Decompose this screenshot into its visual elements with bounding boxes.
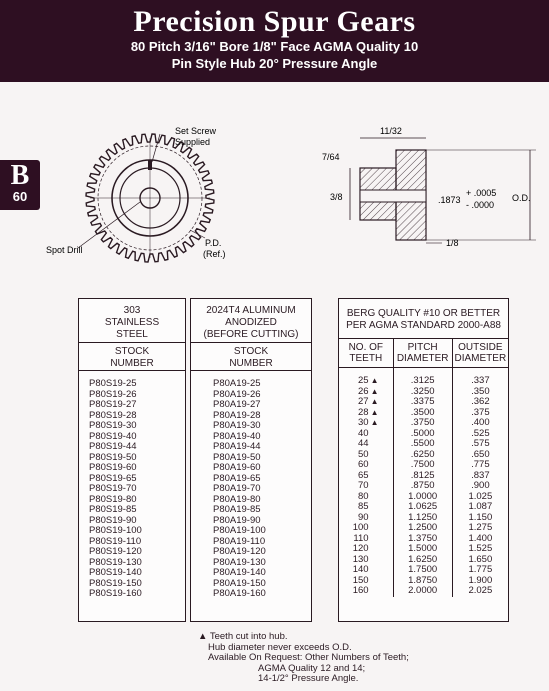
pitch-diameter-cell: .3500	[393, 408, 452, 419]
set-screw-label: Set Screw	[175, 126, 217, 136]
od-label: O.D.	[512, 193, 531, 203]
teeth-value: 60	[358, 459, 369, 470]
stock-number: P80S19-100	[89, 525, 142, 536]
pitch-diameter-cell: 1.0625	[393, 502, 452, 513]
outside-diameter-cell: .362	[471, 396, 490, 407]
note-pressure-angle: 14-1/2° Pressure Angle.	[258, 673, 359, 684]
outside-diameter-cell: 1.400	[468, 532, 493, 544]
pitch-diameter-cell: 1.2500	[393, 523, 452, 534]
pitch-diameter-cell: 1.5000	[393, 544, 452, 555]
outside-diameter-cell: .337	[471, 375, 490, 386]
gear-front-view-diagram	[40, 120, 270, 270]
stock-number: P80S19-140	[89, 567, 142, 578]
teeth-cut-marker: ▲	[370, 376, 379, 385]
pitch-diameter-cell: .5000	[393, 429, 452, 440]
stock-number: P80S19-80	[89, 493, 137, 505]
stock-number: P80A19-110	[213, 535, 266, 547]
gear-side-view-diagram	[300, 120, 549, 260]
stock-number: P80S19-150	[89, 577, 142, 589]
teeth-value: 50	[358, 448, 369, 460]
stock-number: P80A19-25	[213, 378, 261, 389]
outside-diameter-cell: .350	[471, 385, 490, 397]
col-header-line: TEETH	[349, 353, 383, 364]
stock-number: P80A19-80	[213, 493, 261, 505]
bore-tolerance-plus: + .0005	[466, 188, 497, 198]
outside-diameter-cell: 1.025	[468, 490, 493, 502]
stock-number: P80A19-150	[213, 577, 266, 589]
bore-section	[360, 190, 426, 202]
stock-number: P80S19-28	[89, 409, 137, 421]
stock-number: P80A19-100	[213, 525, 266, 536]
section-tab-letter: B	[10, 160, 30, 191]
stainless-subheader	[79, 343, 185, 371]
teeth-value: 140	[352, 564, 369, 575]
section-tab	[0, 160, 40, 210]
teeth-value: 26	[358, 385, 369, 397]
aluminum-subheader-line: STOCK	[233, 346, 269, 357]
outside-diameter-cell: 1.275	[468, 522, 493, 533]
teeth-cut-marker: ▲	[370, 397, 379, 406]
outside-diameter-cell: .575	[471, 438, 490, 449]
teeth-value: 65	[358, 469, 369, 481]
quality-specs-table	[338, 298, 509, 622]
outside-diameter-cell: .837	[471, 469, 490, 481]
stock-number: P80A19-85	[213, 504, 261, 515]
outside-diameter-cell: .375	[471, 406, 490, 418]
stock-number: P80S19-120	[89, 546, 142, 557]
teeth-cell	[339, 586, 393, 597]
pitch-diameter-cell: .8750	[393, 481, 452, 492]
stock-number: P80S19-110	[89, 535, 142, 547]
stock-number: P80A19-160	[213, 588, 266, 599]
stainless-header-line: 303	[123, 305, 141, 316]
pd-ref-label: (Ref.)	[203, 249, 226, 259]
stock-number: P80S19-85	[89, 504, 137, 515]
teeth-value: 110	[353, 532, 369, 544]
outside-diameter-cell: 2.025	[468, 585, 493, 596]
teeth-value: 160	[352, 585, 369, 596]
stock-number: P80A19-130	[213, 556, 266, 568]
stock-number: P80A19-70	[213, 483, 261, 494]
aluminum-subheader-line: NUMBER	[229, 358, 273, 369]
col-header-line: OUTSIDE	[458, 342, 503, 353]
note-available: Available On Request: Other Numbers of Teeth;	[208, 652, 409, 663]
note-agma: AGMA Quality 12 and 14;	[258, 662, 366, 674]
outside-diameter-cell: 1.900	[468, 574, 493, 586]
col-header-line: DIAMETER	[396, 353, 449, 364]
spot-drill-label: Spot Drill	[46, 245, 83, 255]
stock-number: P80S19-27	[89, 399, 137, 410]
stock-number: P80S19-70	[89, 483, 137, 494]
outside-diameter-cell: 1.775	[468, 564, 493, 575]
stock-number: P80S19-40	[89, 430, 137, 442]
pitch-diameter-cell: 1.7500	[393, 565, 452, 576]
aluminum-table	[190, 298, 312, 622]
note-teeth-cut: ▲ Teeth cut into hub.	[198, 631, 288, 642]
teeth-value: 44	[358, 438, 369, 449]
stock-number: P80A19-140	[213, 567, 266, 578]
pitch-diameter-cell: .3125	[393, 376, 452, 387]
quality-header-line: BERG QUALITY #10 OR BETTER	[346, 308, 501, 319]
stock-number: P80S19-26	[89, 388, 137, 400]
spot-drill-leader	[78, 202, 140, 248]
teeth-value: 27	[358, 396, 369, 407]
teeth-value: 28	[358, 406, 369, 418]
outside-diameter-cell: 1.525	[468, 543, 493, 554]
title-banner	[0, 0, 549, 82]
teeth-value: 70	[358, 480, 369, 491]
quality-header-line: PER AGMA STANDARD 2000-A88	[346, 320, 501, 331]
teeth-value: 90	[358, 511, 369, 523]
stock-number: P80S19-50	[89, 451, 137, 463]
col-header-line: NO. OF	[348, 342, 384, 353]
hub-length-label: 11/32	[380, 126, 402, 136]
stock-number: P80A19-50	[213, 451, 261, 463]
stock-number: P80A19-60	[213, 462, 261, 473]
teeth-value: 85	[358, 501, 369, 512]
col-header-outside	[452, 339, 508, 368]
pitch-diameter-cell: .3375	[393, 397, 452, 408]
aluminum-header	[191, 299, 311, 343]
quality-column-headers	[339, 339, 508, 368]
outside-diameter-cell: .900	[471, 480, 490, 491]
aluminum-header-line: ANODIZED	[225, 317, 277, 328]
pitch-diameter-cell: 1.6250	[393, 555, 452, 566]
teeth-value: 100	[352, 522, 369, 533]
stock-number: P80S19-44	[89, 441, 137, 452]
stock-number: P80A19-44	[213, 441, 261, 452]
outside-diameter-cell: 1.150	[468, 511, 493, 523]
stainless-header-line: STEEL	[116, 329, 148, 340]
stock-number: P80S19-25	[89, 378, 137, 389]
stock-number: P80A19-27	[213, 399, 261, 410]
stock-number: P80A19-120	[213, 546, 266, 557]
stock-number: P80S19-90	[89, 514, 137, 526]
section-tab-number: 60	[12, 189, 28, 204]
quality-specs-grid	[339, 339, 508, 597]
quality-header	[339, 299, 508, 339]
pitch-diameter-cell: .5500	[393, 439, 452, 450]
face-label: 1/8	[446, 238, 459, 248]
set-screw-label-2: Supplied	[175, 137, 211, 147]
col-header-teeth	[339, 339, 393, 368]
col-header-line: PITCH	[407, 342, 438, 353]
stock-number: P80S19-30	[89, 420, 137, 431]
teeth-value: 25	[358, 375, 369, 386]
pitch-diameter-cell: 1.1250	[393, 513, 452, 524]
pitch-diameter-cell: .3250	[393, 387, 452, 398]
stock-number: P80S19-60	[89, 462, 137, 473]
stock-number: P80A19-30	[213, 420, 261, 431]
teeth-cut-marker: ▲	[370, 386, 379, 396]
pitch-diameter-cell: .8125	[393, 471, 452, 482]
stainless-subheader-line: STOCK	[114, 346, 150, 357]
stock-number: P80S19-160	[89, 588, 142, 599]
aluminum-header-line: (BEFORE CUTTING)	[203, 329, 299, 340]
quality-rows	[339, 376, 508, 597]
aluminum-stock-list	[191, 371, 311, 600]
pitch-diameter-cell: 1.0000	[393, 492, 452, 503]
bore-tolerance-minus: - .0000	[466, 200, 495, 210]
outside-diameter-cell: .400	[471, 417, 490, 428]
outside-diameter-cell: .650	[471, 448, 490, 460]
outside-diameter-cell: .525	[471, 427, 490, 439]
stock-number: P80S19-65	[89, 472, 137, 484]
subtitle-line-2: Pin Style Hub 20° Pressure Angle	[171, 56, 378, 71]
hub-offset-label: 7/64	[322, 152, 340, 162]
pitch-diameter-cell: 1.3750	[393, 534, 452, 545]
pitch-diameter-cell: 1.8750	[393, 576, 452, 587]
teeth-value: 130	[352, 553, 369, 565]
teeth-cut-marker: ▲	[370, 418, 379, 427]
col-header-pitch	[393, 339, 452, 368]
teeth-value: 150	[352, 574, 369, 586]
stock-number: P80A19-28	[213, 409, 261, 421]
teeth-value: 40	[358, 427, 369, 439]
pitch-diameter-cell: .7500	[393, 460, 452, 471]
pitch-diameter-cell: .3750	[393, 418, 452, 429]
stainless-header	[79, 299, 185, 343]
stock-number: P80A19-26	[213, 388, 261, 400]
aluminum-header-line: 2024T4 ALUMINUM	[206, 305, 296, 316]
outside-diameter-cell: 1.650	[468, 553, 493, 565]
pitch-diameter-cell: .6250	[393, 450, 452, 461]
stock-number: P80S19-130	[89, 556, 142, 568]
teeth-value: 30	[358, 417, 369, 428]
stainless-stock-list	[79, 371, 185, 600]
bore-label: .1873	[438, 195, 461, 205]
table-row	[339, 586, 508, 597]
pd-label: P.D.	[205, 238, 222, 248]
footnotes	[198, 632, 409, 685]
note-hub-diameter: Hub diameter never exceeds O.D.	[208, 641, 352, 653]
stock-number: P80A19-40	[213, 430, 261, 442]
col-header-line: DIAMETER	[454, 353, 507, 364]
teeth-value: 120	[352, 543, 369, 554]
stainless-header-line: STAINLESS	[104, 317, 160, 328]
stock-number: P80A19-65	[213, 472, 261, 484]
subtitle-line-1: 80 Pitch 3/16" Bore 1/8" Face AGMA Quality 10	[130, 39, 419, 54]
stainless-subheader-line: NUMBER	[110, 358, 154, 369]
outside-diameter-cell: 1.087	[468, 501, 493, 512]
teeth-cut-marker: ▲	[370, 407, 379, 417]
pitch-diameter-cell: 2.0000	[393, 586, 452, 597]
stock-number: P80A19-90	[213, 514, 261, 526]
aluminum-subheader	[191, 343, 311, 371]
outside-diameter-cell: .775	[471, 459, 490, 470]
hub-height-label: 3/8	[330, 192, 343, 202]
page-title: Precision Spur Gears	[133, 5, 416, 38]
stainless-steel-table	[78, 298, 186, 622]
teeth-value: 80	[358, 490, 369, 502]
